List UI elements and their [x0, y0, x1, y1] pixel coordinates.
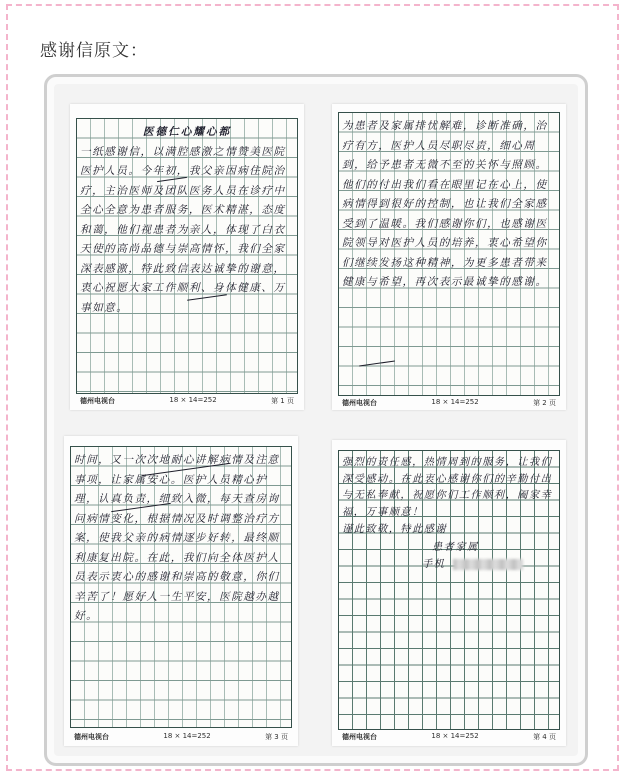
page-3-footer-brand: 德州电视台: [74, 733, 109, 741]
page-3-text-block: [74, 451, 288, 627]
page-1-footer-size: 18 × 14=252: [169, 396, 217, 404]
page-1-grid: [76, 118, 298, 394]
page-1-footer: [80, 396, 294, 406]
page-1-footer-page: 第 1 页: [271, 397, 294, 405]
page-4-signer: [342, 540, 556, 557]
page-2-grid: [338, 112, 560, 396]
letter-page-4: [332, 440, 566, 746]
page-4-footer-brand: 德州电视台: [342, 733, 377, 741]
page-4-footer: [342, 732, 556, 742]
page-4-text-block: [342, 455, 556, 574]
page-2-footer-page: 第 2 页: [533, 399, 556, 407]
page-3-footer-size: 18 × 14=252: [163, 732, 211, 740]
page-3-body: 时间，又一次次地耐心讲解病情及注意事项，让家属安心。医护人员精心护理，认真负责，细致入微，每天查房询问病情变化，根据情况及时调整治疗方案，使我父亲的病情逐步好转，最终顺利康复出院。在此，我们向全体医护人员表示衷心的感谢和崇高的敬意，你们辛苦了！愿好人一生平安，医院越办越好。: [74, 454, 280, 622]
page-3-grid: [70, 446, 292, 728]
page-1-title: 医德仁心耀心都: [142, 126, 232, 138]
page-1-body: 一纸感谢信，以满腔感激之情赞美医院医护人员。今年初，我父亲因病住院治疗，主治医师及团队医务人员在诊疗中全心全意为患者服务，医术精湛，态度和蔼，他们视患者为亲人，体现了白衣天使的高尚品德与崇高情怀，我们全家深表感激，特此致信表达诚挚的谢意，衷心祝愿大家工作顺利、身体健康、万事如意。: [80, 145, 286, 314]
page-2-footer-size: 18 × 14=252: [431, 398, 479, 406]
page-heading: 感谢信原文：: [40, 41, 148, 61]
page-4-footer-page: 第 4 页: [533, 733, 556, 741]
page-2-footer: [342, 398, 556, 408]
page-4-phone-line: [342, 557, 556, 574]
page-2-body: 为患者及家属排忧解难，诊断准确，治疗有方，医护人员尽职尽责，细心周到，给予患者无微不至的关怀与照顾。他们的付出我们看在眼里记在心上，使病情得到很好的控制，也让我们全家感受到了温暖。我们感谢你们，也感谢医院领导对医护人员的培养，衷心希望你们继续发扬这种精神，为更多患者带来健康与希望，再次表示最诚挚的感谢。: [342, 120, 548, 288]
page-4-phone-label: 手机: [422, 559, 446, 570]
page-2-text-block: [342, 117, 556, 293]
page-3-footer: [74, 732, 288, 742]
page-3-footer-page: 第 3 页: [265, 733, 288, 741]
page-4-grid: [338, 450, 560, 730]
page-4-closing: 谨此致敬，特此感谢: [342, 524, 448, 535]
page-4-body: 强烈的责任感，热情周到的服务，让我们深受感动。在此衷心感谢你们的辛勤付出与无私奉献，祝愿你们工作顺利，阖家幸福，万事顺意！: [342, 457, 553, 518]
redacted-phone: [453, 559, 523, 570]
page-4-footer-size: 18 × 14=252: [431, 732, 479, 740]
letter-page-2: [332, 104, 566, 410]
correction-mark: [359, 360, 395, 366]
page-1-text-block: [80, 123, 294, 318]
page-2-footer-brand: 德州电视台: [342, 399, 377, 407]
letter-page-3: [64, 436, 298, 746]
page-1-footer-brand: 德州电视台: [80, 397, 115, 405]
letter-page-1: [70, 104, 304, 410]
page-4-signer-label: 患者家属: [432, 541, 479, 553]
